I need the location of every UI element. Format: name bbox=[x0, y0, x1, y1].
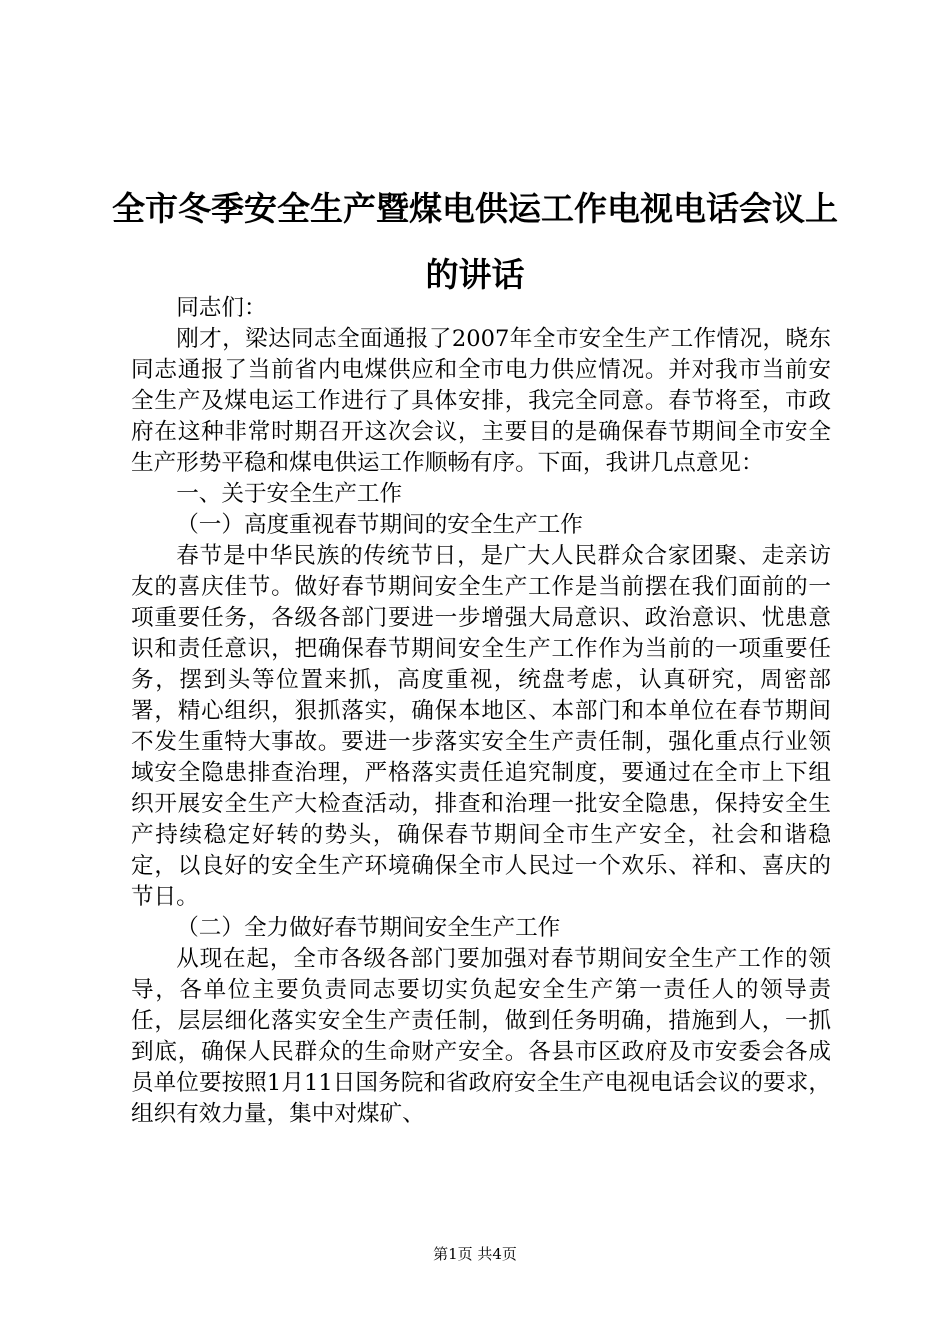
page-number-footer: 第1页 共4页 bbox=[433, 1245, 517, 1263]
subsection-heading-1: （一）高度重视春节期间的安全生产工作 bbox=[176, 512, 583, 538]
paragraph-intro: 刚才，梁达同志全面通报了2007年全市安全生产工作情况，晓东同志通报了当前省内电煤供应和全市电力供应情况。并对我市当前安全生产及煤电运工作进行了具体安排，我完全同意。春节将至，市政府在这种非常时期召开这次会议，主要目的是确保春节期间全市安全生产形势平稳和煤电供运工作顺畅有序。下面，我讲几点意见： bbox=[131, 326, 831, 476]
salutation: 同志们： bbox=[176, 295, 267, 321]
document-title: 全市冬季安全生产暨煤电供运工作电视电话会议上的讲话 bbox=[112, 189, 838, 294]
paragraph-spring-festival: 春节是中华民族的传统节日，是广大人民群众合家团聚、走亲访友的喜庆佳节。做好春节期间安全生产工作是当前摆在我们面前的一项重要任务，各级各部门要进一步增强大局意识、政治意识、忧患意识和责任意识，把确保春节期间安全生产工作作为当前的一项重要任务，摆到头等位置来抓，高度重视，统盘考虑，认真研究，周密部署，精心组织，狠抓落实，确保本地区、本部门和本单位在春节期间不发生重特大事故。要进一步落实安全生产责任制，强化重点行业领域安全隐患排查治理，严格落实责任追究制度，要通过在全市上下组织开展安全生产大检查活动，排查和治理一批安全隐患，保持安全生产持续稳定好转的势头，确保春节期间全市生产安全，社会和谐稳定，以良好的安全生产环境确保全市人民过一个欢乐、祥和、喜庆的节日。 bbox=[131, 543, 831, 910]
document-body bbox=[131, 293, 831, 1130]
paragraph-from-now: 从现在起，全市各级各部门要加强对春节期间安全生产工作的领导，各单位主要负责同志要切实负起安全生产第一责任人的领导责任，层层细化落实安全生产责任制，做到任务明确，措施到人，一抓到底，确保人民群众的生命财产安全。各县市区政府及市安委会各成员单位要按照1月11日国务院和省政府安全生产电视电话会议的要求，组织有效力量，集中对煤矿、 bbox=[131, 946, 831, 1127]
section-heading-1: 一、关于安全生产工作 bbox=[176, 481, 403, 507]
subsection-heading-2: （二）全力做好春节期间安全生产工作 bbox=[176, 915, 561, 941]
